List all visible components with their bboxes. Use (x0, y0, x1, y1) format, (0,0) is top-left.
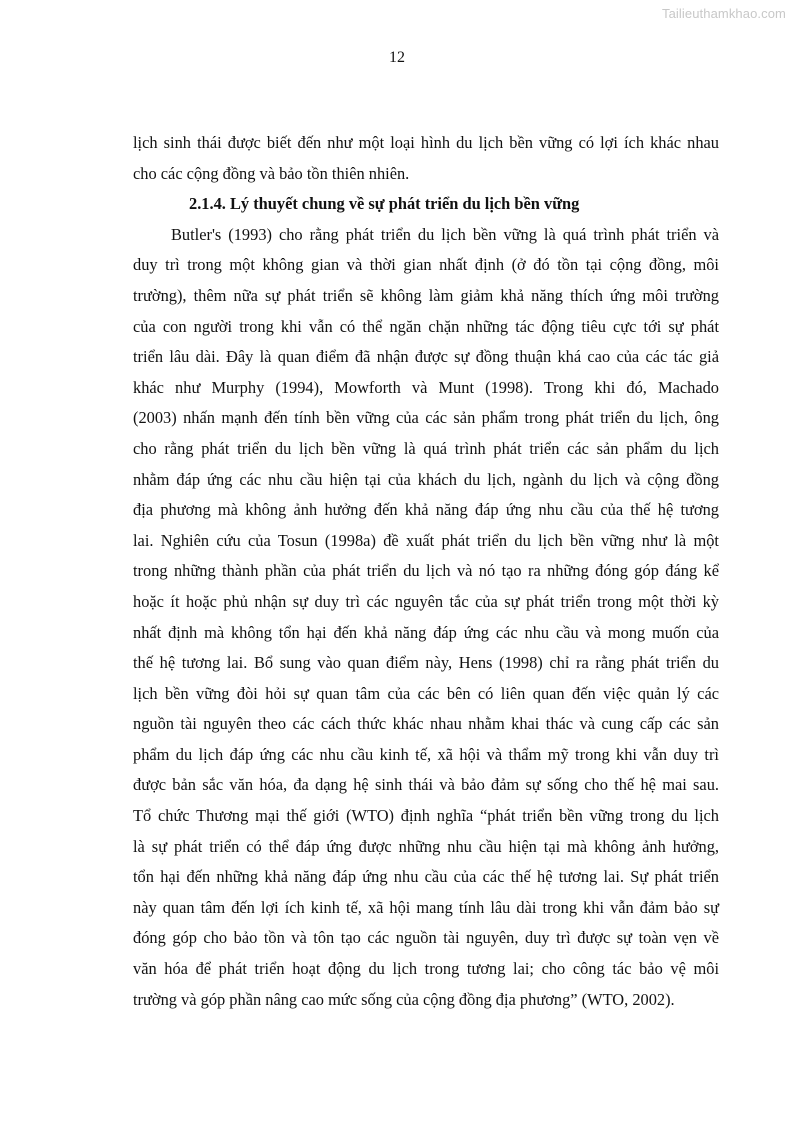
text-line: phẩm du lịch đáp ứng các nhu cầu kinh tế, xã hội và thẩm mỹ trong khi vẫn duy trì (133, 744, 719, 764)
text-line: (2003) nhấn mạnh đến tính bền vững của các sản phẩm trong phát triển du lịch, ông (133, 408, 719, 428)
text-line: của con người trong khi vẫn có thể ngăn chặn những tác động tiêu cực tới sự phát (133, 316, 719, 336)
text-line: trong những thành phần của phát triển du lịch và nó tạo ra những đóng góp đáng kể (133, 561, 719, 581)
text-line: thế hệ tương lai. Bổ sung vào quan điểm này, Hens (1998) chỉ ra rằng phát triển du (133, 653, 719, 673)
text-line: cho các cộng đồng và bảo tồn thiên nhiên. (133, 163, 410, 183)
text-line: Tổ chức Thương mại thế giới (WTO) định nghĩa “phát triển bền vững trong du lịch (133, 806, 719, 826)
text-line: lai. Nghiên cứu của Tosun (1998a) đề xuất phát triển du lịch bền vững như là một (133, 530, 719, 550)
page-number: 12 (389, 49, 405, 66)
text-line: địa phương mà không ảnh hưởng đến khả năng đáp ứng nhu cầu của thế hệ tương (133, 500, 719, 520)
text-line: Butler's (1993) cho rằng phát triển du lịch bền vững là quá trình phát triển và (171, 224, 719, 244)
text-line: duy trì trong một không gian và thời gian nhất định (ở đó tồn tại cộng đồng, môi (133, 255, 719, 275)
text-line: lịch sinh thái được biết đến như một loại hình du lịch bền vững có lợi ích khác nhau (133, 133, 719, 152)
text-line: văn hóa để phát triển hoạt động du lịch trong tương lai; cho công tác bảo vệ môi (133, 959, 719, 979)
watermark: Tailieuthamkhao.com (661, 6, 786, 21)
text-line: cho rằng phát triển du lịch bền vững là quá trình phát triển các sản phẩm du lịch (133, 438, 719, 458)
text-line: khác như Murphy (1994), Mowforth và Munt (1998). Trong khi đó, Machado (133, 377, 719, 397)
text-line: trường), thêm nữa sự phát triển sẽ không làm giảm khả năng thích ứng môi trường (133, 285, 719, 305)
text-line: triển lâu dài. Đây là quan điểm đã nhận được sự đồng thuận khá cao của các tác giả (133, 347, 719, 367)
paragraph-intro (133, 132, 719, 193)
text-line: đóng góp cho bảo tồn và tôn tạo các nguồn tài nguyên, duy trì được sự toàn vẹn về (133, 928, 719, 948)
section-heading: 2.1.4. Lý thuyết chung về sự phát triển du lịch bền vững (189, 194, 580, 214)
text-line: trường và góp phần nâng cao mức sống của cộng đồng địa phương” (WTO, 2002). (133, 989, 675, 1009)
text-line: được bản sắc văn hóa, đa dạng hệ sinh thái và bảo đảm sự sống cho thế hệ mai sau. (133, 775, 719, 795)
text-line: nhằm đáp ứng các nhu cầu hiện tại của khách du lịch, ngành du lịch và cộng đồng (133, 469, 719, 489)
text-line: là sự phát triển có thể đáp ứng được những nhu cầu hiện tại mà không ảnh hưởng, (133, 836, 719, 856)
paragraph-sustainable-tourism-theory (133, 224, 719, 1019)
text-line: nhất định mà không tổn hại đến khả năng đáp ứng các nhu cầu và mong muốn của (133, 622, 719, 642)
text-line: hoặc ít hoặc phủ nhận sự duy trì các nguyên tắc của sự phát triển trong một thời kỳ (133, 591, 719, 611)
text-line: nguồn tài nguyên theo các cách thức khác nhau nhằm khai thác và cung cấp các sản (133, 714, 719, 734)
text-line: này quan tâm đến lợi ích kinh tế, xã hội mang tính lâu dài trong khi vẫn đảm bảo sự (133, 897, 719, 917)
text-line: lịch bền vững đòi hỏi sự quan tâm của các bên có liên quan đến việc quản lý các (133, 683, 719, 703)
text-line: tổn hại đến những khả năng đáp ứng nhu cầu của các thế hệ tương lai. Sự phát triển (133, 867, 719, 887)
document-body (133, 132, 719, 1019)
